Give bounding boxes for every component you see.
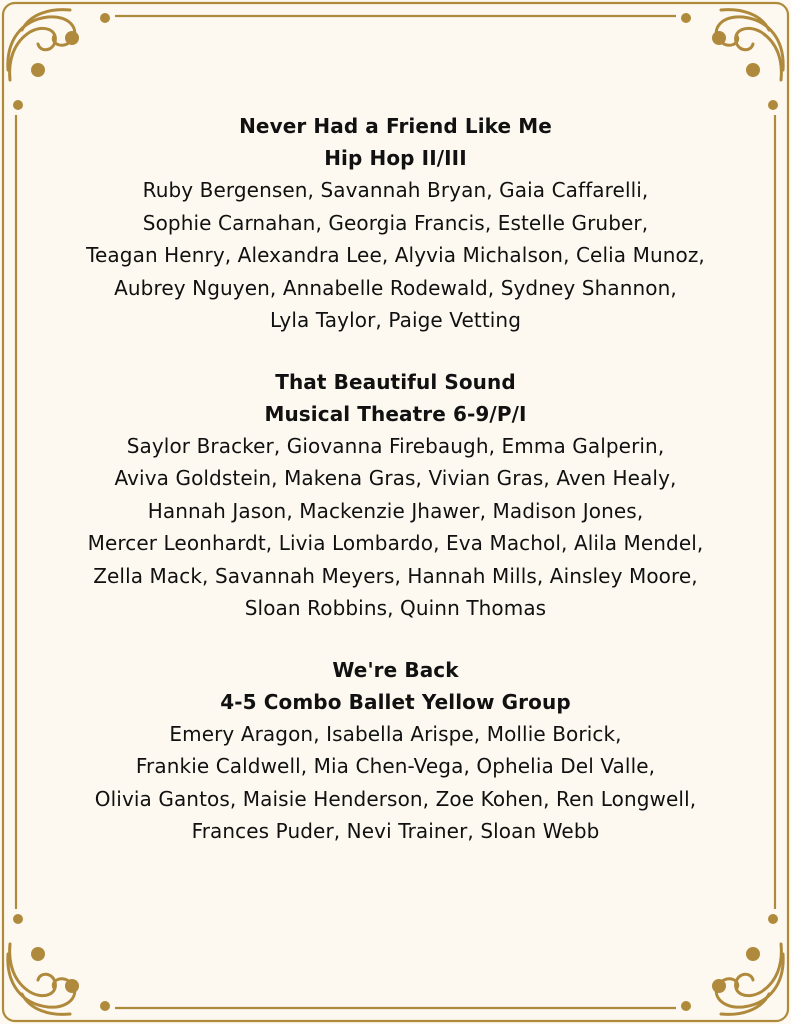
corner-flourish-bottom-right [681,914,783,1014]
dancer-names-line: Aviva Goldstein, Makena Gras, Vivian Gras, Aven Healy, [114,466,677,490]
piece-class-name: Musical Theatre 6-9/P/I [264,401,527,426]
piece-block [20,366,771,625]
corner-flourish-bottom-left [8,914,110,1014]
dancer-names-line: Frankie Caldwell, Mia Chen-Vega, Ophelia Del Valle, [135,754,656,778]
dancer-names-line: Hannah Jason, Mackenzie Jhawer, Madison Jones, [147,498,644,523]
piece-class-name: Hip Hop II/III [324,146,467,170]
dancer-names-line: Mercer Leonhardt, Livia Lombardo, Eva Machol, Alila Mendel, [87,531,704,555]
dancer-names-line: Saylor Bracker, Giovanna Firebaugh, Emma Galperin, [126,433,665,458]
dancer-names-line: Sloan Robbins, Quinn Thomas [244,596,547,620]
program-content [20,110,771,848]
piece-block [20,654,771,848]
dancer-names-line: Lyla Taylor, Paige Vetting [269,308,522,332]
piece-block [20,110,771,337]
dancer-names-line: Emery Aragon, Isabella Arispe, Mollie Borick, [169,721,622,746]
dancer-names-line: Sophie Carnahan, Georgia Francis, Estelle Gruber, [142,210,649,235]
dancer-names-line: Teagan Henry, Alexandra Lee, Alyvia Michalson, Celia Munoz, [86,243,705,267]
dancer-names-line: Frances Puder, Nevi Trainer, Sloan Webb [191,819,600,843]
dancer-names-line: Ruby Bergensen, Savannah Bryan, Gaia Caffarelli, [142,178,649,202]
corner-flourish-top-right [681,10,783,110]
dancer-names-line: Zella Mack, Savannah Meyers, Hannah Mills, Ainsley Moore, [93,563,698,588]
dancer-names-line: Aubrey Nguyen, Annabelle Rodewald, Sydney Shannon, [114,275,677,300]
piece-title: That Beautiful Sound [275,369,516,394]
dancer-names-line: Olivia Gantos, Maisie Henderson, Zoe Kohen, Ren Longwell, [94,786,697,811]
piece-title: Never Had a Friend Like Me [239,114,552,138]
piece-title: We're Back [332,657,459,682]
piece-class-name: 4-5 Combo Ballet Yellow Group [220,689,571,714]
corner-flourish-top-left [8,10,110,110]
